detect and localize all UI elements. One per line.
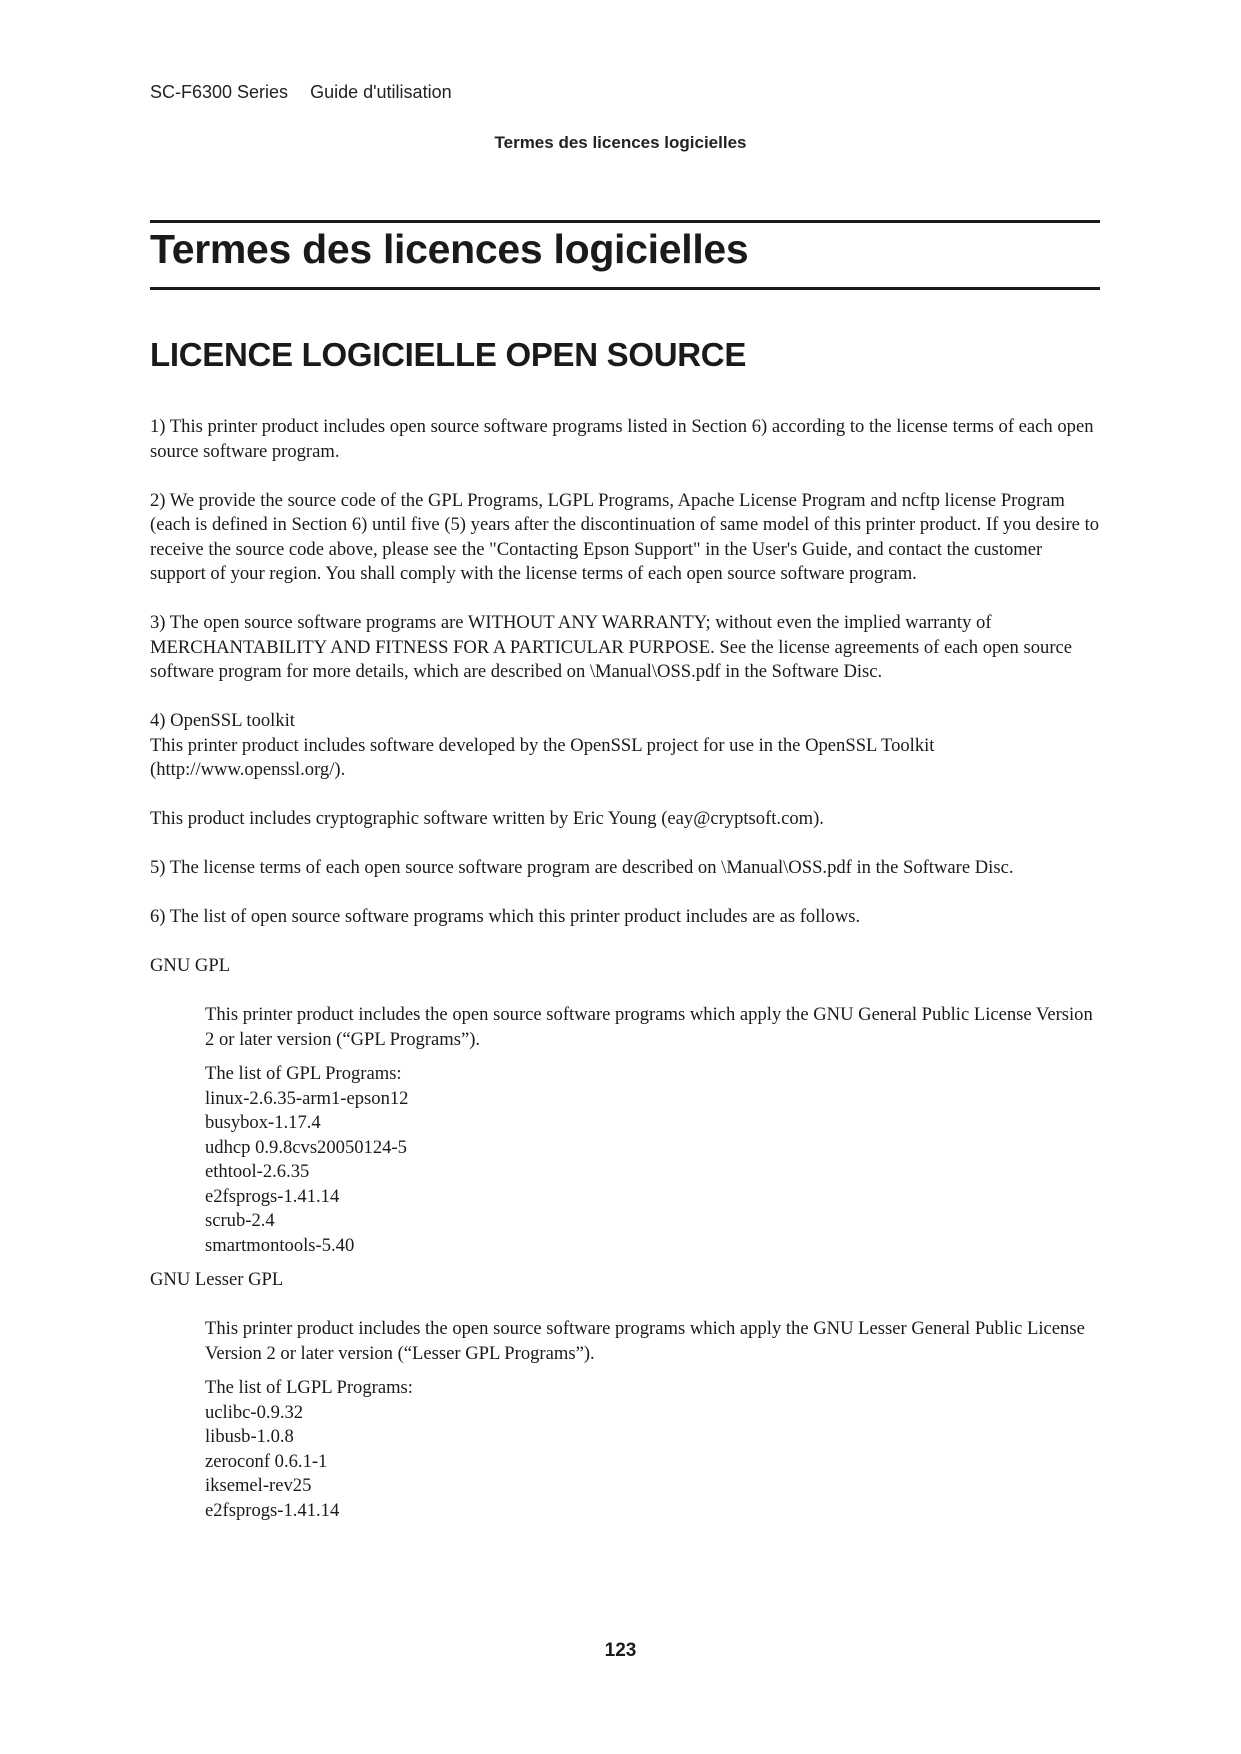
list-item: linux-2.6.35-arm1-epson12 <box>205 1087 409 1109</box>
list-item: zeroconf 0.6.1-1 <box>205 1450 328 1472</box>
list-item: scrub-2.4 <box>205 1210 275 1231</box>
title-rule-top <box>150 220 1100 223</box>
gpl-program-list <box>205 1062 1100 1258</box>
lgpl-list-title: The list of LGPL Programs: <box>205 1377 413 1398</box>
section-title: LICENCE LOGICIELLE OPEN SOURCE <box>150 336 747 373</box>
list-item: e2fsprogs-1.41.14 <box>205 1185 340 1207</box>
openssl-title: 4) OpenSSL toolkit <box>150 710 295 731</box>
page-number: 123 <box>604 1640 637 1661</box>
list-item: e2fsprogs-1.41.14 <box>205 1499 340 1521</box>
gpl-list-title: The list of GPL Programs: <box>205 1063 402 1084</box>
document-body <box>150 415 1100 1523</box>
lgpl-program-list <box>205 1376 1100 1523</box>
paragraph-6: 6) The list of open source software programs which this printer product includes are as follows. <box>150 906 861 927</box>
paragraph-1: 1) This printer product includes open source software programs listed in Section 6) according to the license terms of each open source software program. <box>150 416 1094 462</box>
list-item: iksemel-rev25 <box>205 1475 312 1496</box>
list-item: busybox-1.17.4 <box>205 1112 321 1133</box>
paragraph-2: 2) We provide the source code of the GPL Programs, LGPL Programs, Apache License Program and ncftp license Program (each is defined in Section 6) until five (5) years after the discontinuation of same model of this printer product. If you desire to receive the source code above, please see the "Contacting Epson Support" in the User's Guide, and contact the customer support of your region. You shall comply with the license terms of each open source software program. <box>150 489 1100 584</box>
openssl-body: This printer product includes software developed by the OpenSSL project for use in the OpenSSL Toolkit (http://www.openssl.org/). <box>150 734 935 780</box>
section-header: Termes des licences logicielles <box>494 133 747 152</box>
lgpl-section <box>150 1317 1100 1523</box>
paragraph-3: 3) The open source software programs are WITHOUT ANY WARRANTY; without even the implied warranty of MERCHANTABILITY AND FITNESS FOR A PARTICULAR PURPOSE. See the license agreements of each open source software program for more details, which are described on \Manual\OSS.pdf in the Software Disc. <box>150 612 1073 682</box>
gpl-description: This printer product includes the open source software programs which apply the GNU General Public License Version 2 or later version (“GPL Programs”). <box>205 1004 1093 1050</box>
paragraph-4 <box>150 709 1100 783</box>
gpl-label: GNU GPL <box>150 955 231 976</box>
chapter-title: Termes des licences logicielles <box>150 226 749 272</box>
list-item: ethtool-2.6.35 <box>205 1161 310 1182</box>
running-header <box>150 82 452 103</box>
lgpl-label: GNU Lesser GPL <box>150 1269 284 1290</box>
list-item: libusb-1.0.8 <box>205 1426 294 1447</box>
paragraph-4b: This product includes cryptographic software written by Eric Young (eay@cryptsoft.com). <box>150 808 824 829</box>
lgpl-description: This printer product includes the open source software programs which apply the GNU Lesser General Public License Version 2 or later version (“Lesser GPL Programs”). <box>205 1318 1085 1364</box>
guide-name: Guide d'utilisation <box>310 82 452 102</box>
title-rule-bottom <box>150 287 1100 290</box>
paragraph-5: 5) The license terms of each open source software program are described on \Manual\OSS.pdf in the Software Disc. <box>150 857 1014 878</box>
list-item: uclibc-0.9.32 <box>205 1401 304 1423</box>
product-name: SC-F6300 Series <box>150 82 289 102</box>
gpl-section <box>150 1003 1100 1258</box>
list-item: smartmontools-5.40 <box>205 1234 355 1256</box>
list-item: udhcp 0.9.8cvs20050124-5 <box>205 1136 407 1158</box>
